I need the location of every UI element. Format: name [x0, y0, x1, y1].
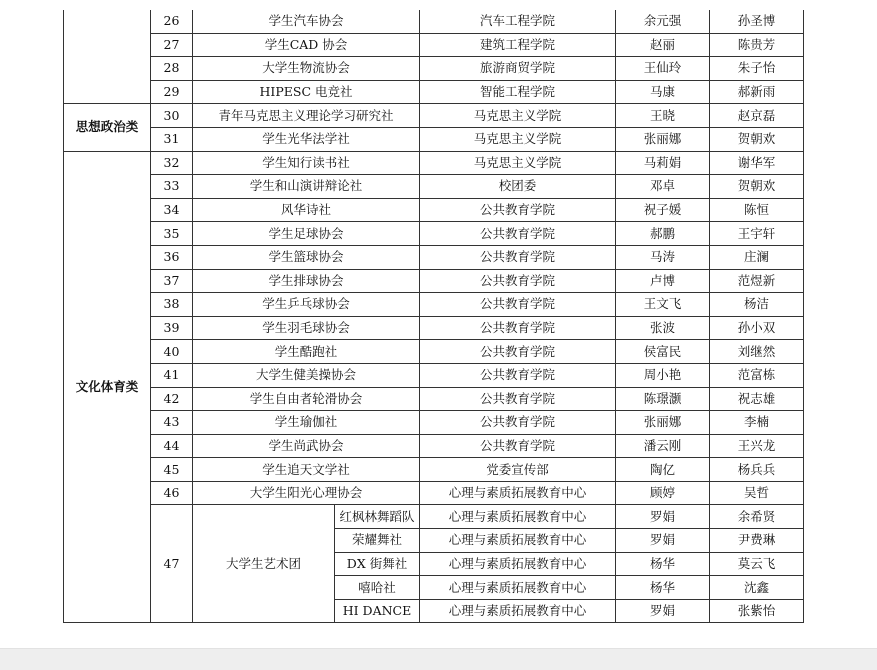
row-number: 36 — [151, 245, 193, 269]
leader: 刘继然 — [710, 340, 804, 364]
leader: 吴哲 — [710, 481, 804, 505]
club-name: 学生篮球协会 — [193, 245, 420, 269]
row-number: 44 — [151, 434, 193, 458]
department: 公共教育学院 — [420, 293, 616, 317]
department: 公共教育学院 — [420, 411, 616, 435]
department: 马克思主义学院 — [420, 151, 616, 175]
table-row — [64, 57, 804, 81]
department: 旅游商贸学院 — [420, 57, 616, 81]
table-row — [64, 340, 804, 364]
advisor: 周小艳 — [616, 363, 710, 387]
advisor: 马涛 — [616, 245, 710, 269]
sub-group-name: DX 街舞社 — [335, 552, 420, 576]
advisor: 王文飞 — [616, 293, 710, 317]
club-name: 大学生物流协会 — [193, 57, 420, 81]
table-row — [64, 505, 804, 529]
table-row — [64, 104, 804, 128]
leader: 陈贵芳 — [710, 33, 804, 57]
table-row — [64, 481, 804, 505]
category-cell-culture-sports: 文化体育类 — [64, 151, 151, 623]
leader: 谢华军 — [710, 151, 804, 175]
advisor: 潘云刚 — [616, 434, 710, 458]
table-row — [64, 245, 804, 269]
leader: 祝志雄 — [710, 387, 804, 411]
sub-group-name: 荣耀舞社 — [335, 529, 420, 553]
department: 公共教育学院 — [420, 316, 616, 340]
club-name: 学生酷跑社 — [193, 340, 420, 364]
department: 马克思主义学院 — [420, 127, 616, 151]
advisor: 余元强 — [616, 10, 710, 33]
club-name: 学生瑜伽社 — [193, 411, 420, 435]
department: 公共教育学院 — [420, 434, 616, 458]
department: 公共教育学院 — [420, 245, 616, 269]
table-row — [64, 33, 804, 57]
advisor: 王晓 — [616, 104, 710, 128]
category-cell-previous — [64, 10, 151, 104]
advisor: 杨华 — [616, 552, 710, 576]
row-number: 34 — [151, 198, 193, 222]
leader: 沈鑫 — [710, 576, 804, 600]
leader: 孙圣博 — [710, 10, 804, 33]
department: 心理与素质拓展教育中心 — [420, 552, 616, 576]
club-name: 学生尚武协会 — [193, 434, 420, 458]
department: 公共教育学院 — [420, 198, 616, 222]
department: 公共教育学院 — [420, 387, 616, 411]
viewer-bottom-bar — [0, 648, 877, 670]
row-number: 43 — [151, 411, 193, 435]
row-number: 45 — [151, 458, 193, 482]
leader: 李楠 — [710, 411, 804, 435]
table-row — [64, 175, 804, 199]
leader: 杨兵兵 — [710, 458, 804, 482]
table-row — [64, 434, 804, 458]
row-number: 46 — [151, 481, 193, 505]
club-name: 大学生健美操协会 — [193, 363, 420, 387]
department: 公共教育学院 — [420, 222, 616, 246]
advisor: 杨华 — [616, 576, 710, 600]
club-name: 学生和山演讲辩论社 — [193, 175, 420, 199]
table-row — [64, 151, 804, 175]
row-number: 26 — [151, 10, 193, 33]
club-name: 学生排球协会 — [193, 269, 420, 293]
table-row — [64, 458, 804, 482]
department: 公共教育学院 — [420, 340, 616, 364]
advisor: 张丽娜 — [616, 127, 710, 151]
leader: 赵京磊 — [710, 104, 804, 128]
club-name: 学生羽毛球协会 — [193, 316, 420, 340]
leader: 范富栋 — [710, 363, 804, 387]
advisor: 祝子媛 — [616, 198, 710, 222]
leader: 朱子怡 — [710, 57, 804, 81]
department: 汽车工程学院 — [420, 10, 616, 33]
club-name: 学生知行读书社 — [193, 151, 420, 175]
department: 党委宣传部 — [420, 458, 616, 482]
row-number: 40 — [151, 340, 193, 364]
leader: 莫云飞 — [710, 552, 804, 576]
advisor: 罗娟 — [616, 599, 710, 623]
leader: 王宇轩 — [710, 222, 804, 246]
table-row — [64, 222, 804, 246]
leader: 孙小双 — [710, 316, 804, 340]
leader: 王兴龙 — [710, 434, 804, 458]
row-number: 33 — [151, 175, 193, 199]
table-row — [64, 127, 804, 151]
club-name: HIPESC 电竞社 — [193, 80, 420, 104]
club-table — [63, 10, 804, 623]
club-name: 学生光华法学社 — [193, 127, 420, 151]
table-row — [64, 80, 804, 104]
leader: 范煜新 — [710, 269, 804, 293]
club-name: 学生自由者轮滑协会 — [193, 387, 420, 411]
advisor: 邓卓 — [616, 175, 710, 199]
club-name: 学生CAD 协会 — [193, 33, 420, 57]
leader: 贺朝欢 — [710, 175, 804, 199]
leader: 尹费琳 — [710, 529, 804, 553]
advisor: 赵丽 — [616, 33, 710, 57]
leader: 贺朝欢 — [710, 127, 804, 151]
row-number: 35 — [151, 222, 193, 246]
club-name: 学生汽车协会 — [193, 10, 420, 33]
club-name: 学生足球协会 — [193, 222, 420, 246]
department: 心理与素质拓展教育中心 — [420, 576, 616, 600]
department: 公共教育学院 — [420, 269, 616, 293]
club-name: 学生追天文学社 — [193, 458, 420, 482]
club-name: 大学生阳光心理协会 — [193, 481, 420, 505]
row-number: 30 — [151, 104, 193, 128]
table-row — [64, 411, 804, 435]
table-row — [64, 269, 804, 293]
sub-group-name: HI DANCE — [335, 599, 420, 623]
row-number: 39 — [151, 316, 193, 340]
row-number: 47 — [151, 505, 193, 623]
leader: 余希贤 — [710, 505, 804, 529]
department: 心理与素质拓展教育中心 — [420, 505, 616, 529]
row-number: 41 — [151, 363, 193, 387]
advisor: 郝鹏 — [616, 222, 710, 246]
row-number: 29 — [151, 80, 193, 104]
advisor: 罗娟 — [616, 505, 710, 529]
advisor: 马莉娟 — [616, 151, 710, 175]
row-number: 31 — [151, 127, 193, 151]
table-row — [64, 293, 804, 317]
advisor: 罗娟 — [616, 529, 710, 553]
sub-group-name: 嘻哈社 — [335, 576, 420, 600]
sub-group-name: 红枫林舞蹈队 — [335, 505, 420, 529]
table-row — [64, 198, 804, 222]
leader: 庄澜 — [710, 245, 804, 269]
club-name: 青年马克思主义理论学习研究社 — [193, 104, 420, 128]
advisor: 陶亿 — [616, 458, 710, 482]
table-row — [64, 316, 804, 340]
advisor: 侯富民 — [616, 340, 710, 364]
department: 心理与素质拓展教育中心 — [420, 481, 616, 505]
advisor: 张丽娜 — [616, 411, 710, 435]
leader: 张紫怡 — [710, 599, 804, 623]
department: 公共教育学院 — [420, 363, 616, 387]
department: 心理与素质拓展教育中心 — [420, 599, 616, 623]
row-number: 37 — [151, 269, 193, 293]
club-name: 学生乒乓球协会 — [193, 293, 420, 317]
row-number: 38 — [151, 293, 193, 317]
category-cell-ideology: 思想政治类 — [64, 104, 151, 151]
department: 智能工程学院 — [420, 80, 616, 104]
leader: 陈恒 — [710, 198, 804, 222]
club-name: 风华诗社 — [193, 198, 420, 222]
table-row — [64, 363, 804, 387]
table-row — [64, 387, 804, 411]
advisor: 卢博 — [616, 269, 710, 293]
row-number: 32 — [151, 151, 193, 175]
advisor: 顾婷 — [616, 481, 710, 505]
table-body — [64, 10, 804, 623]
department: 马克思主义学院 — [420, 104, 616, 128]
advisor: 马康 — [616, 80, 710, 104]
leader: 郝新雨 — [710, 80, 804, 104]
table-row — [64, 10, 804, 33]
department: 建筑工程学院 — [420, 33, 616, 57]
department: 心理与素质拓展教育中心 — [420, 529, 616, 553]
advisor: 张波 — [616, 316, 710, 340]
club-name: 大学生艺术团 — [193, 505, 335, 623]
row-number: 42 — [151, 387, 193, 411]
row-number: 28 — [151, 57, 193, 81]
leader: 杨洁 — [710, 293, 804, 317]
department: 校团委 — [420, 175, 616, 199]
row-number: 27 — [151, 33, 193, 57]
advisor: 王仙玲 — [616, 57, 710, 81]
advisor: 陈璟灏 — [616, 387, 710, 411]
